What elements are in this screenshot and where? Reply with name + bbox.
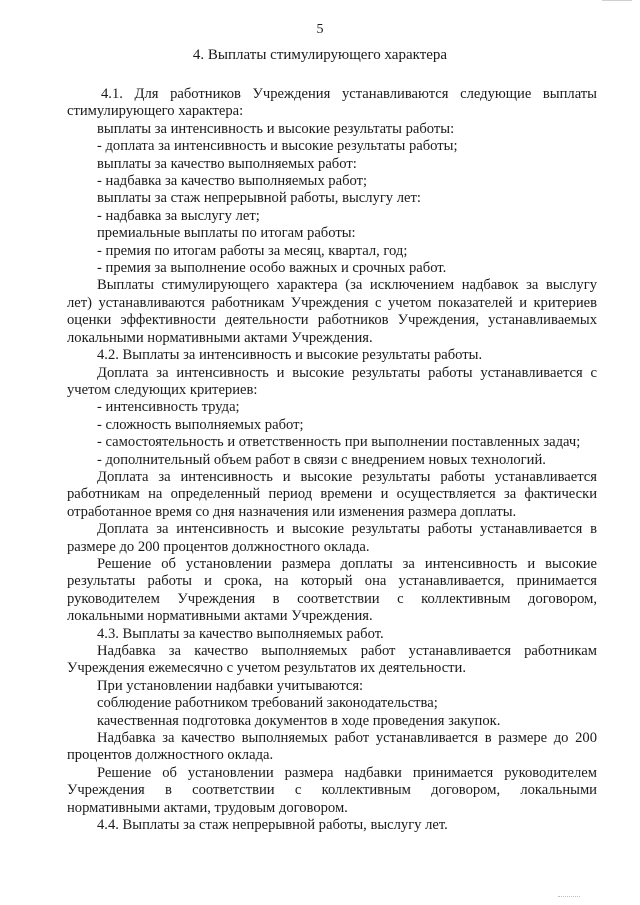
text-line: При установлении надбавки учитываются: <box>97 677 364 694</box>
text-line: руководителем Учреждения в соответствии с коллективным договором, <box>67 590 597 607</box>
text-line: локальными нормативными актами Учреждения. <box>67 608 373 625</box>
text-line: - премия по итогам работы за месяц, квартал, год; <box>97 242 408 259</box>
text-line: лет) устанавливаются работникам Учреждения с учетом показателей и критериев <box>67 294 597 311</box>
text-line: Выплаты стимулирующего характера (за исключением надбавок за выслугу <box>97 277 597 294</box>
text-line: процентов должностного оклада. <box>67 747 274 764</box>
scan-mark-bottom <box>558 896 580 899</box>
document-body <box>67 86 597 834</box>
text-line: размере до 200 процентов должностного оклада. <box>67 538 370 555</box>
text-line: Доплата за интенсивность и высокие результаты работы устанавливается в <box>97 521 597 538</box>
text-line: - интенсивность труда; <box>97 399 240 416</box>
text-line: 4.4. Выплаты за стаж непрерывной работы, выслугу лет. <box>97 817 448 834</box>
text-line: - сложность выполняемых работ; <box>97 416 304 433</box>
text-line: соблюдение работником требований законодательства; <box>97 695 438 712</box>
text-line: качественная подготовка документов в ходе проведения закупок. <box>97 712 501 729</box>
text-line: - премия за выполнение особо важных и срочных работ. <box>97 260 447 277</box>
text-line: локальными нормативными актами Учреждения. <box>67 329 373 346</box>
text-line: Доплата за интенсивность и высокие результаты работы устанавливается с <box>97 364 597 381</box>
text-line: Доплата за интенсивность и высокие результаты работы устанавливается <box>97 468 597 485</box>
text-line: учетом следующих критериев: <box>67 381 258 398</box>
text-line: 4.2. Выплаты за интенсивность и высокие результаты работы. <box>97 347 483 364</box>
text-line: работникам на определенный период времени и осуществляется за фактически <box>67 486 597 503</box>
section-title: 4. Выплаты стимулирующего характера <box>192 47 448 63</box>
text-line: Надбавка за качество выполняемых работ устанавливается в размере до 200 <box>97 730 597 747</box>
text-line: Учреждения в соответствии с коллективным договором, локальными <box>67 782 597 799</box>
scan-mark-top <box>602 0 632 4</box>
text-line: Надбавка за качество выполняемых работ устанавливается работникам <box>97 643 597 659</box>
text-line: стимулирующего характера: <box>67 103 244 120</box>
text-line: премиальные выплаты по итогам работы: <box>97 225 356 242</box>
text-line: выплаты за интенсивность и высокие результаты работы: <box>97 120 455 137</box>
text-line: - самостоятельность и ответственность при выполнении поставленных задач; <box>97 434 581 451</box>
text-line: нормативными актами, трудовым договором. <box>67 799 348 816</box>
page-number: 5 <box>316 22 324 37</box>
text-line: отработанное время со дня назначения или изменения размера доплаты. <box>67 503 517 520</box>
text-line: Решение об установлении размера надбавки принимается руководителем <box>97 764 597 781</box>
text-line: выплаты за качество выполняемых работ: <box>97 155 357 172</box>
text-line: результаты работы и срока, на который она устанавливается, принимается <box>67 573 597 590</box>
text-line: - надбавка за выслугу лет; <box>97 207 260 224</box>
text-line: - надбавка за качество выполняемых работ; <box>97 173 368 190</box>
text-line: Решение об установлении размера доплаты за интенсивность и высокие <box>97 555 597 572</box>
text-line: Учреждения ежемесячно с учетом результатов их деятельности. <box>67 660 467 677</box>
text-line: - дополнительный объем работ в связи с внедрением новых технологий. <box>97 451 546 468</box>
text-line: - доплата за интенсивность и высокие результаты работы; <box>97 138 458 155</box>
text-line: оценки эффективности деятельности работников Учреждения, устанавливаемых <box>67 312 597 329</box>
text-line: выплаты за стаж непрерывной работы, выслугу лет: <box>97 190 421 207</box>
text-line: 4.3. Выплаты за качество выполняемых работ. <box>97 625 384 642</box>
text-line: 4.1. Для работников Учреждения устанавливаются следующие выплаты <box>101 86 597 102</box>
